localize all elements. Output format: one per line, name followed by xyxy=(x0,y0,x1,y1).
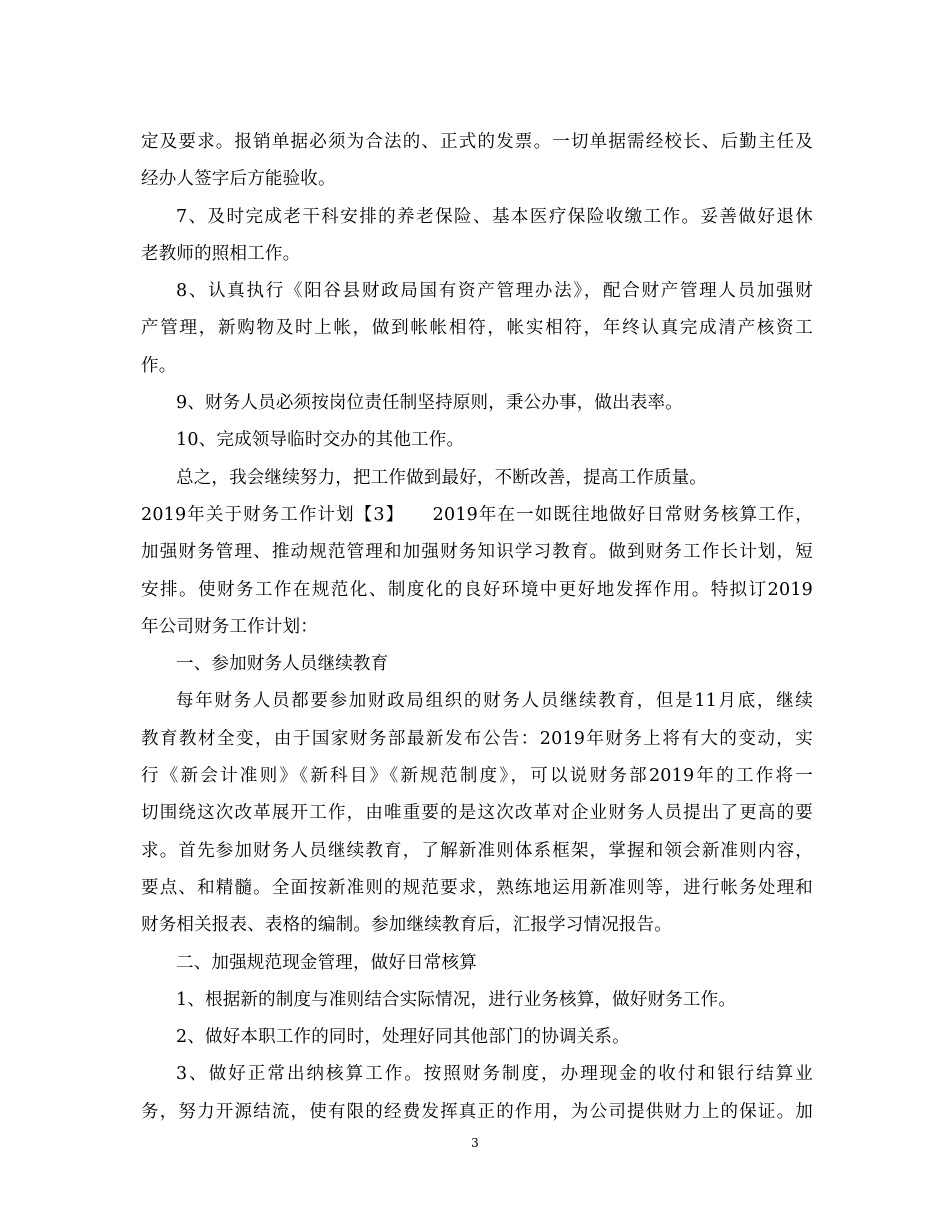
text-line: 要点、和精髓。全面按新准则的规范要求，熟练地运用新准则等，进行帐务处理和 xyxy=(141,877,813,898)
text-line: 财务相关报表、表格的编制。参加继续教育后，汇报学习情况报告。 xyxy=(141,915,672,936)
text-line: 作。 xyxy=(141,355,177,376)
text-line: 安排。使财务工作在规范化、制度化的良好环境中更好地发挥作用。特拟订2019 xyxy=(141,579,813,600)
text-line: 7、及时完成老干科安排的养老保险、基本医疗保险收缴工作。妥善做好退休 xyxy=(176,206,813,227)
text-line: 1、根据新的制度与准则结合实际情况，进行业务核算，做好财务工作。 xyxy=(176,989,737,1010)
text-line: 切围绕这次改革展开工作，由唯重要的是这次改革对企业财务人员提出了更高的要 xyxy=(141,803,813,824)
text-line: 行《新会计准则》《新科目》《新规范制度》，可以说财务部2019年的工作将一 xyxy=(141,766,813,787)
text-line: 务，努力开源结流，使有限的经费发挥真正的作用，为公司提供财力上的保证。加 xyxy=(141,1101,813,1122)
text-line: 产管理，新购物及时上帐，做到帐帐相符，帐实相符，年终认真完成清产核资工 xyxy=(141,318,813,339)
text-line: 求。首先参加财务人员继续教育，了解新准则体系框架，掌握和领会新准则内容， xyxy=(141,840,813,861)
text-line: 二、加强规范现金管理，做好日常核算 xyxy=(176,952,477,973)
text-line: 教育教材全变，由于国家财务部最新发布公告：2019年财务上将有大的变动，实 xyxy=(141,728,813,749)
page-number: 3 xyxy=(471,1136,479,1150)
text-line: 3、做好正常出纳核算工作。按照财务制度，办理现金的收付和银行结算业 xyxy=(176,1064,813,1085)
document-body xyxy=(141,124,813,1131)
text-line: 经办人签字后方能验收。 xyxy=(141,169,336,190)
text-line: 每年财务人员都要参加财政局组织的财务人员继续教育，但是11月底，继续 xyxy=(176,691,813,712)
text-line: 老教师的照相工作。 xyxy=(141,243,301,264)
text-line: 年公司财务工作计划： xyxy=(141,616,318,637)
text-line: 9、财务人员必须按岗位责任制坚持原则，秉公办事，做出表率。 xyxy=(176,393,683,414)
text-line: 10、完成领导临时交办的其他工作。 xyxy=(176,430,465,451)
text-line: 8、认真执行《阳谷县财政局国有资产管理办法》，配合财产管理人员加强财 xyxy=(176,281,813,302)
text-line: 总之，我会继续努力，把工作做到最好，不断改善，提高工作质量。 xyxy=(176,467,707,488)
text-line: 定及要求。报销单据必须为合法的、正式的发票。一切单据需经校长、后勤主任及 xyxy=(141,132,813,152)
text-line: 加强财务管理、推动规范管理和加强财务知识学习教育。做到财务工作长计划，短 xyxy=(141,542,813,563)
text-line: 2019年关于财务工作计划【3】 2019年在一如既往地做好日常财务核算工作， xyxy=(141,504,813,525)
text-line: 一、参加财务人员继续教育 xyxy=(176,654,389,675)
text-line: 2、做好本职工作的同时，处理好同其他部门的协调关系。 xyxy=(176,1027,630,1048)
